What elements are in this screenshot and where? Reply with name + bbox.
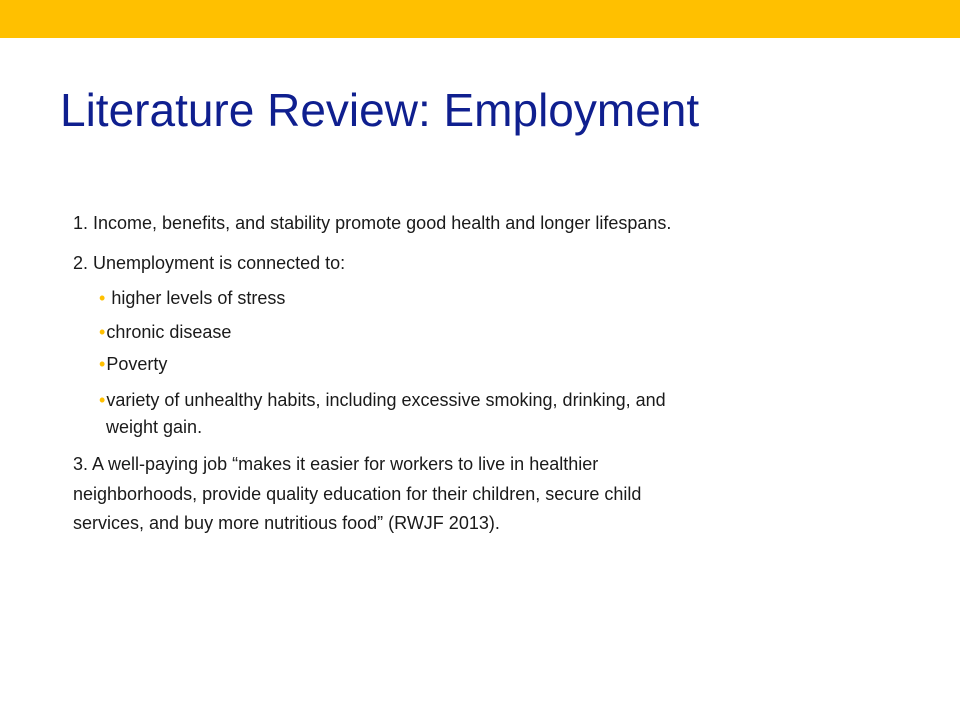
bullet-continuation: weight gain. [106,417,203,437]
point-2: 2. Unemployment is connected to: [73,253,346,273]
bullet-text: chronic disease [106,322,232,342]
bullet-text: variety of unhealthy habits, including excessive smoking, drinking, and [106,390,666,410]
bullet-icon: • [99,390,106,410]
bullet-icon: • [99,354,106,374]
point-3-line-1: 3. A well-paying job “makes it easier for workers to live in healthier [73,454,599,474]
bullet-item-unhealthy-habits [99,388,666,412]
bullet-icon: • [99,322,106,342]
bullet-text: Poverty [106,354,168,374]
point-1: 1. Income, benefits, and stability promote good health and longer lifespans. [73,213,672,233]
bullet-icon: • [99,288,106,308]
bullet-item-poverty [99,352,167,376]
point-3-line-2: neighborhoods, provide quality education for their children, secure child [73,484,642,504]
slide-title: Literature Review: Employment [60,84,700,136]
bullet-text: higher levels of stress [111,288,286,308]
bullet-item-stress [99,286,285,310]
bullet-item-chronic-disease [99,320,231,344]
point-3-line-3: services, and buy more nutritious food” (RWJF 2013). [73,513,500,533]
